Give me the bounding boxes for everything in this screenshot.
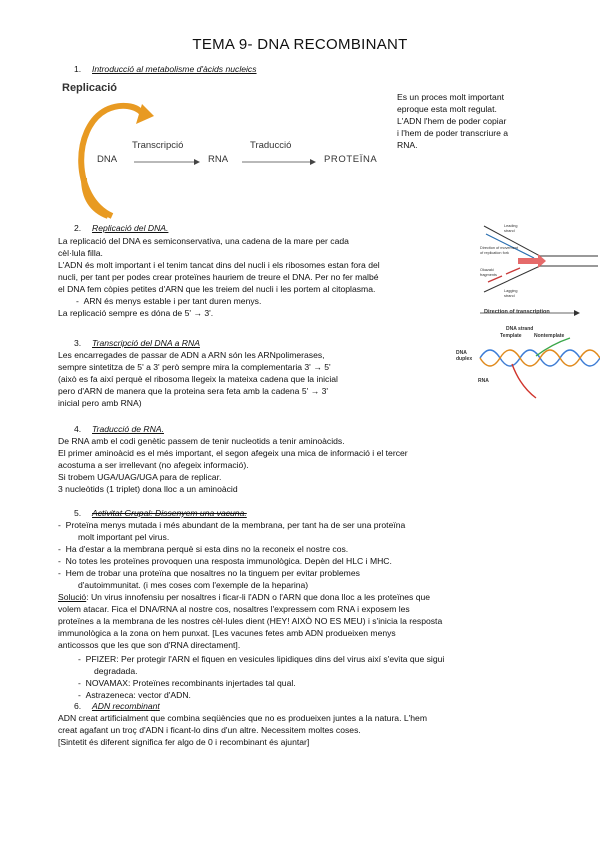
transcription-direction-label: Direction of transcription — [484, 309, 550, 315]
section-3-body: Les encarregades de passar de ADN a ARN són les ARNpolimerases, sempre sintetitza de 5' a 3' però sempre mira la complementaria 3' → 5' (això es fa així perquè el ribosoma llegeix la mateixa cadena que la inicial pero d'ARN de manera que la proteina sera feta amb la cadena 5' → 3' inicial pero amb RNA) — [58, 350, 338, 408]
section-5-body: - Proteïna menys mutada i més abundant de la membrana, per tant ha de ser una proteïna molt important pel virus. - Ha d'estar a la membrana perquè si esta dins no la reconeix el nostre cos. - No totes les proteïnes provoquen una resposta immunològica. Depèn del HLC i MHC. - Hem de trobar una proteïna que nosaltres no la tinguem per evitar problemes d'autoimmunitat. (i mes coses com l'exemple de la heparina) — [58, 520, 406, 590]
transcription-figure — [476, 306, 600, 402]
section-3-heading: 3. Transcripció del DNA a RNA — [74, 338, 200, 348]
solution-paragraph: Solució: Un virus innofensiu per nosaltres i ficar-li l'ADN o l'ARN que dona lloc a les proteïnes que volem atacar. Fica el DNA/RNA al nostre cos, nosaltres l'expressem com RNA i exposem les proteïnes a la membrana de les nostres cèl·lules dient (HEY! AIXÒ NO ES MEU) i s'inicia la resposta immunològica a la zona on hem punxat. [Les vacunes fetes amb ADN produeixen menys anticossos que les que son d'RNA directament]. — [58, 592, 443, 650]
lagging-strand-label: Lagging strand — [504, 289, 518, 298]
section-5-heading: 5. Activitat Grupal: Dissenyem una vacuna. — [74, 508, 247, 518]
protein-label: PROTEÏNA — [324, 154, 378, 165]
intro-note: Es un proces molt important eproque esta molt regulat. L'ADN l'hem de poder copiar i l'hem de poder transcriure a RNA. — [397, 92, 509, 150]
transcription-label: Transcripció — [132, 140, 184, 151]
section-4-body: De RNA amb el codi genètic passem de tenir nucleotids a tenir aminoàcids. El primer aminoàcid es el més important, el segon afegeix una mica de informació i el tercer acostuma a ser irrellevant (no afegeix informació). Si trobem UGA/UAG/UGA para de replicar. 3 nucleòtids (1 triplet) dona lloc a un aminoàcid — [58, 436, 408, 494]
rna-label: RNA — [208, 154, 229, 165]
rna-strand-label: RNA — [478, 378, 489, 384]
dna-strand-label: DNA strand — [506, 326, 534, 332]
solution-label: Solució — [58, 592, 87, 602]
section-1-heading — [74, 63, 257, 75]
section-6-heading: 6. ADN recombinant — [74, 701, 160, 711]
section-2-body: La replicació del DNA es semiconservativa, una cadena de la mare per cada cèl·lula filla. L'ADN és molt important i el tenim tancat dins del nucli i els ribosomes estan fora del nucli, per tant per podes crear proteïnes hauriem de treure el DNA. Per no fer malbé el DNA fem còpies petites d'ARN que les treiem del nucli i les portem al citoplasma. - ARN és menys estable i per tant duren menys. La replicació sempre es dóna de 5' → 3'. — [58, 236, 380, 318]
okazaki-label: Okazaki fragments — [480, 268, 497, 277]
replication-fork-figure — [478, 222, 600, 304]
dna-duplex-label: DNA duplex — [456, 350, 473, 362]
translation-label: Traducció — [250, 140, 292, 151]
dna-label: DNA — [97, 154, 118, 165]
fork-direction-label: Direction of movement of replication fork — [480, 246, 518, 255]
section-1-title: Introducció al metabolisme d'àcids nucleics — [92, 64, 257, 74]
page-title: TEMA 9- DNA RECOMBINANT — [192, 36, 408, 53]
section-6-body: ADN creat artificialment que combina seqüències que no es produeixen juntes a la natura. L'hem creat agafant un troç d'ADN i ficant-lo dins d'un altre. Necessitem moltes coses. [Sintetit és diferent significa fer algo de 0 i recombinant és ajuntar] — [58, 713, 427, 747]
leading-strand-label: Leading strand — [504, 224, 518, 233]
nontemplate-label: Nontemplate — [534, 333, 565, 339]
vaccine-list: - PFIZER: Per protegir l'ARN el fiquen en vesicules lipidiques dins del virus així s'evita que sigui degradada. - NOVAMAX: Proteïnes recombinants injertades tal qual. - Astrazeneca: vector d'ADN. — [78, 654, 445, 700]
section-1-number: 1. — [74, 64, 82, 74]
section-4-heading: 4. Traducció de RNA. — [74, 424, 164, 434]
section-2-heading: 2. Replicació del DNA. — [74, 223, 169, 233]
diagram-title: Replicació — [62, 82, 118, 94]
template-label: Template — [500, 333, 522, 339]
